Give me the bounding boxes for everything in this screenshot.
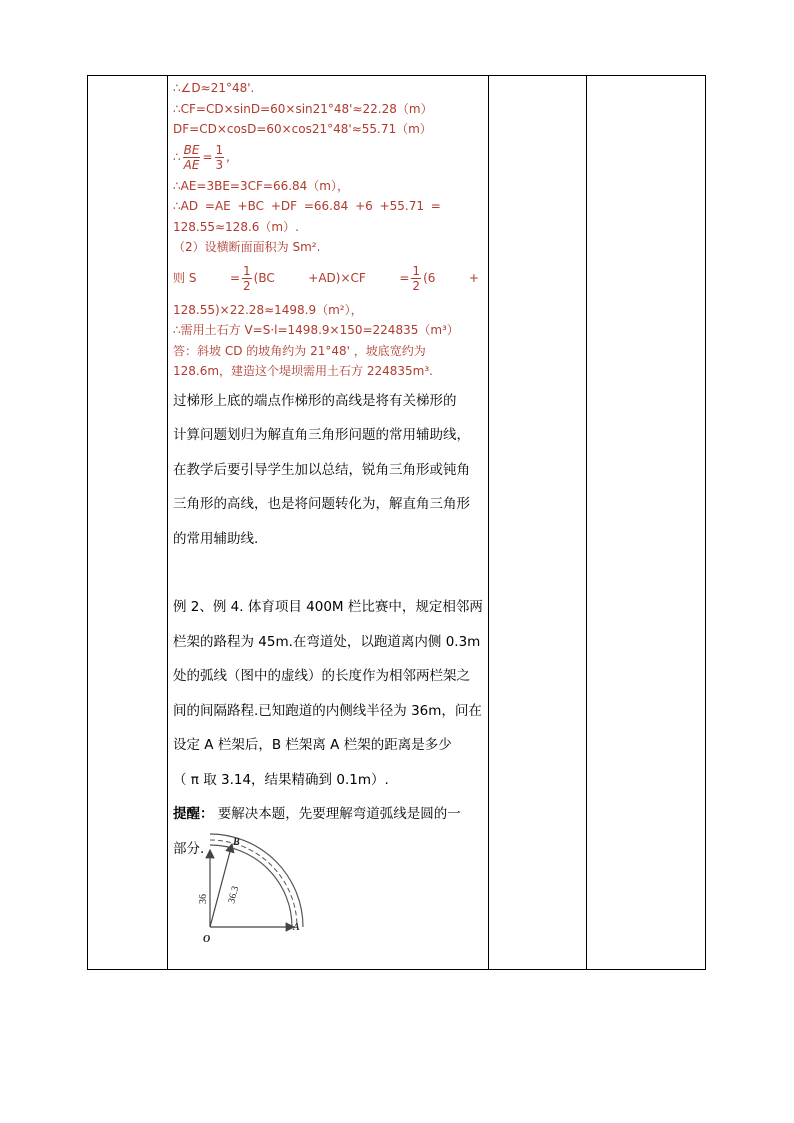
solution-line-9: 128.55)×22.28≈1498.9（m²）， <box>173 302 363 317</box>
hint-line-2: 部分. <box>173 840 205 857</box>
hint-line <box>173 797 485 832</box>
fraction-be-ae: $\frac{BE}{AE}$ <box>183 143 200 172</box>
hint-text: 要解决本题，先要理解弯道弧线是圆的一 <box>213 806 461 822</box>
explanation-line: 在教学后要引导学生加以总结，锐角三角形或钝角 <box>173 461 470 478</box>
column-divider-3 <box>586 76 587 969</box>
radius-to-b <box>210 844 232 927</box>
example-line: 例 2、例 4. 体育项目 400M 栏比赛中，规定相邻两 <box>173 599 483 615</box>
ratio-line: ∴ $\frac{BE}{AE}$ = $\frac{1}{3}$ , <box>173 143 230 172</box>
example-line: 间的间隔路程.已知跑道的内侧线半径为 36m，问在 <box>173 702 482 719</box>
label-b: B <box>233 837 240 848</box>
solution-line-7: （2）设横断面面积为 Sm². <box>173 240 321 254</box>
area-formula-line: 则 S = $\frac{1}{2}$ (BC +AD)×CF = $\frac{1}{2}$ (6 + <box>173 264 479 293</box>
dashed-arc <box>210 840 297 927</box>
track-figure <box>190 832 310 967</box>
explanation-line: 的常用辅助线. <box>173 530 259 547</box>
solution-line-1: ∴∠D≈21°48'. <box>173 81 255 95</box>
explanation-line: 三角形的高线，也是将问题转化为，解直角三角形 <box>173 496 470 512</box>
column-divider-1 <box>167 76 168 969</box>
solution-line-3: DF=CD×cosD=60×cos21°48'≈55.71（m） <box>173 122 432 136</box>
fraction-half-2: $\frac{1}{2}$ <box>412 264 421 293</box>
outer-arc <box>210 834 303 927</box>
content-cell <box>173 78 485 866</box>
label-a: A <box>293 922 300 933</box>
fraction-one-third: $\frac{1}{3}$ <box>215 143 224 172</box>
example-line: 栏架的路程为 45m.在弯道处，以跑道离内侧 0.3m <box>173 633 481 650</box>
solution-line-5: ∴AE=3BE=3CF=66.84（m）， <box>173 178 349 193</box>
label-o: O <box>203 934 211 945</box>
example-line: 处的弧线（图中的虚线）的长度作为相邻两栏架之 <box>173 668 470 684</box>
inner-arc <box>210 845 292 927</box>
example-line: 设定 A 栏架后，B 栏架离 A 栏架的距离是多少 <box>173 737 452 753</box>
solution-line-6a: ∴AD =AE +BC +DF =66.84 +6 +55.71 = <box>173 199 441 213</box>
solution-line-2: ∴CF=CD×sinD=60×sin21°48'≈22.28（m） <box>173 101 433 116</box>
solution-line-10: ∴需用土石方 V=S·l=1498.9×150=224835（m³） <box>173 323 459 337</box>
solution-line-11: 答：斜坡 CD 的坡角约为 21°48' ，坡底宽约为 <box>173 343 426 358</box>
solution-line-12: 128.6m，建造这个堤坝需用土石方 224835m³. <box>173 364 433 378</box>
label-36-3: 36.3 <box>226 885 242 905</box>
fraction-half-1: $\frac{1}{2}$ <box>243 264 251 293</box>
solution-line-6b: 128.55≈128.6（m）. <box>173 219 299 234</box>
column-divider-2 <box>488 76 489 969</box>
example-line: （ π 取 3.14，结果精确到 0.1m）. <box>173 771 389 788</box>
label-36: 36 <box>198 894 209 904</box>
explanation-line: 计算问题划归为解直角三角形问题的常用辅助线， <box>173 427 470 443</box>
hint-label: 提醒： <box>173 806 214 822</box>
explanation-line: 过梯形上底的端点作梯形的高线是将有关梯形的 <box>173 392 457 409</box>
